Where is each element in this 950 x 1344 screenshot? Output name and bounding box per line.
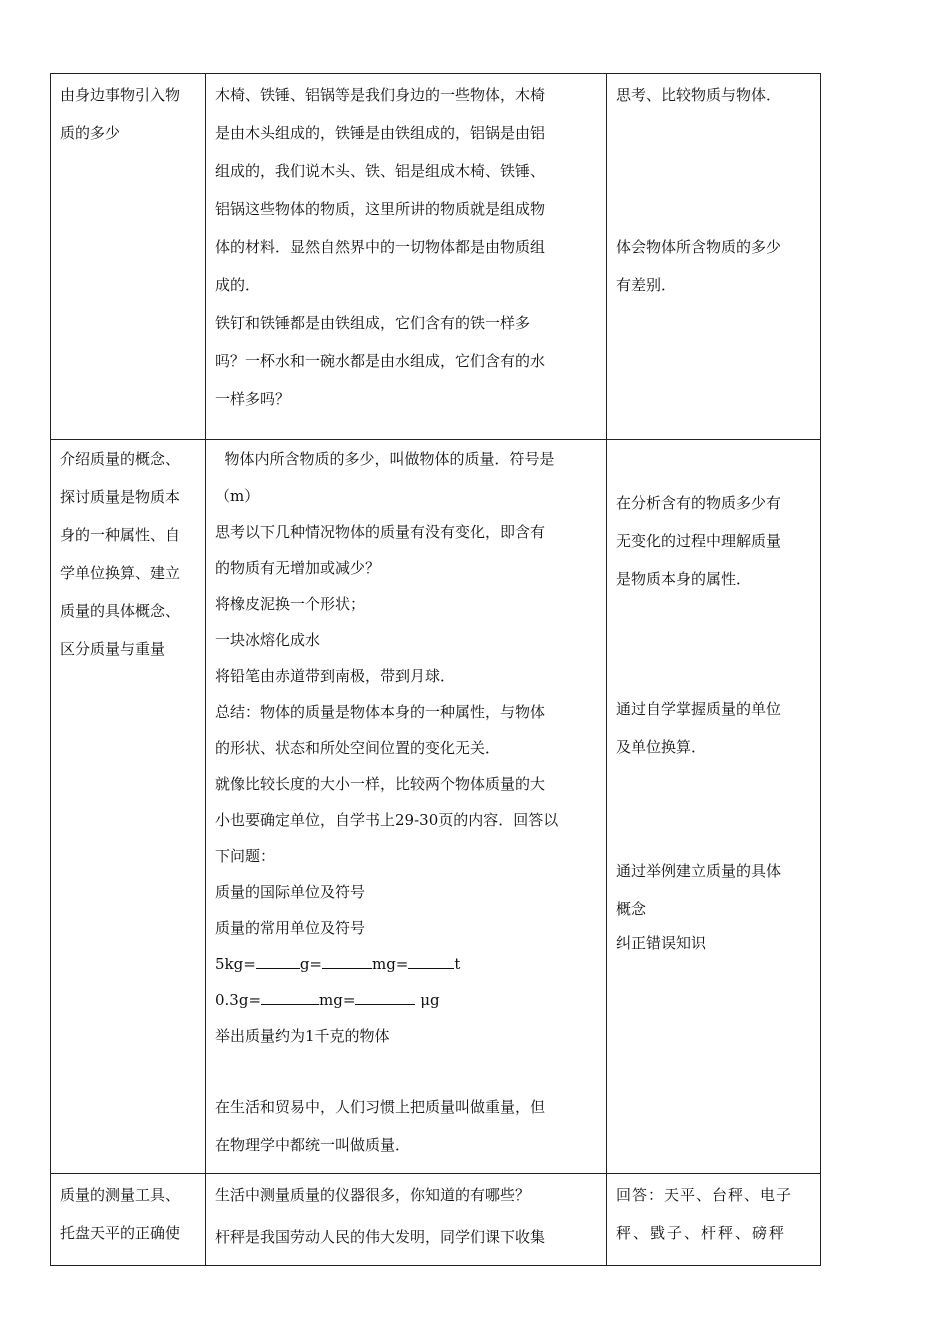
activity-line: 思考、比较物质与物体．: [616, 86, 782, 104]
topic-line: 身的一种属性、自: [60, 526, 181, 544]
activity-cell: [607, 1174, 821, 1266]
conversion-text: 0.3g=: [215, 991, 262, 1009]
conversion-text: g=: [299, 955, 322, 973]
answer-blank: [261, 990, 319, 1005]
activity-line: 回答：天平、台秤、电子: [616, 1186, 793, 1204]
content-cell: [206, 1174, 607, 1266]
answer-blank: [408, 954, 454, 969]
content-line: 思考以下几种情况物体的质量有没有变化，即含有: [215, 523, 546, 541]
topic-line: 质量的具体概念、: [60, 602, 181, 620]
conversion-line-2: [215, 982, 598, 1018]
conversion-text: mg=: [319, 991, 356, 1009]
content-line: 杆秤是我国劳动人民的伟大发明，同学们课下收集: [215, 1228, 546, 1246]
content-line: 在生活和贸易中，人们习惯上把质量叫做重量，但: [215, 1098, 546, 1116]
content-line: 铝锅这些物体的物质，这里所讲的物质就是组成物: [215, 200, 546, 218]
topic-line: 质的多少: [60, 124, 121, 142]
content-line: 将铅笔由赤道带到南极，带到月球．: [215, 667, 456, 685]
activity-line: 概念: [616, 900, 647, 918]
topic-line: 学单位换算、建立: [60, 564, 181, 582]
activity-line: 体会物体所含物质的多少: [616, 238, 782, 256]
content-line: 的形状、状态和所处空间位置的变化无关．: [215, 739, 501, 757]
table-row: [51, 1174, 821, 1266]
activity-line: 有差别．: [616, 276, 677, 294]
content-line: 是由木头组成的，铁锤是由铁组成的，铝锅是由铝: [215, 124, 546, 142]
content-line: 生活中测量质量的仪器很多，你知道的有哪些？: [215, 1186, 531, 1204]
lesson-table: [50, 73, 821, 1266]
conversion-text: mg=: [371, 955, 409, 973]
content-line: 成的．: [215, 276, 261, 294]
topic-cell: [51, 1174, 206, 1266]
conversion-text: 5kg=: [215, 955, 256, 973]
content-line: （m）: [215, 487, 260, 505]
topic-line: 托盘天平的正确使: [60, 1224, 181, 1242]
content-cell: [206, 440, 607, 1174]
content-line: 物体内所含物质的多少，叫做物体的质量．符号是: [215, 450, 555, 468]
activity-line: 通过自学掌握质量的单位: [616, 700, 782, 718]
table-row: [51, 74, 821, 440]
content-line: 铁钉和铁锤都是由铁组成，它们含有的铁一样多: [215, 314, 531, 332]
activity-line: 及单位换算．: [616, 738, 707, 756]
activity-cell: [607, 440, 821, 1174]
activity-line: 秤、戥子、杆秤、磅秤: [616, 1224, 787, 1242]
answer-blank: [322, 954, 372, 969]
content-line: 质量的国际单位及符号: [215, 883, 366, 901]
content-line: 木椅、铁锤、铝锅等是我们身边的一些物体，木椅: [215, 86, 546, 104]
content-line: 体的材料．显然自然界中的一切物体都是由物质组: [215, 238, 546, 256]
content-line: 下问题：: [215, 847, 276, 865]
activity-line: 在分析含有的物质多少有: [616, 494, 782, 512]
conversion-text: μg: [420, 991, 440, 1009]
content-line: 的物质有无增加或减少？: [215, 559, 381, 577]
topic-line: 介绍质量的概念、: [60, 450, 181, 468]
content-line: 将橡皮泥换一个形状；: [215, 595, 366, 613]
content-line: 小也要确定单位，自学书上29-30页的内容．回答以: [215, 811, 559, 829]
activity-line: 通过举例建立质量的具体: [616, 862, 782, 880]
activity-cell: [607, 74, 821, 440]
content-line: 吗？一杯水和一碗水都是由水组成，它们含有的水: [215, 352, 546, 370]
table-row: [51, 440, 821, 1174]
topic-line: 由身边事物引入物: [60, 86, 181, 104]
content-line: 就像比较长度的大小一样，比较两个物体质量的大: [215, 775, 546, 793]
topic-line: 质量的测量工具、: [60, 1186, 181, 1204]
activity-line: 无变化的过程中理解质量: [616, 532, 782, 550]
activity-line: 纠正错误知识: [616, 934, 707, 952]
answer-blank: [355, 990, 415, 1005]
topic-cell: [51, 440, 206, 1174]
content-line: 举出质量约为1千克的物体: [215, 1027, 390, 1045]
conversion-text: t: [454, 955, 461, 973]
content-line: 一样多吗？: [215, 390, 291, 408]
content-line: 一块冰熔化成水: [215, 631, 321, 649]
content-line: 总结：物体的质量是物体本身的一种属性，与物体: [215, 703, 546, 721]
answer-blank: [256, 954, 300, 969]
activity-line: 是物质本身的属性．: [616, 570, 752, 588]
topic-line: 区分质量与重量: [60, 640, 166, 658]
content-cell: [206, 74, 607, 440]
conversion-line-1: [215, 946, 598, 982]
topic-cell: [51, 74, 206, 440]
content-line: 在物理学中都统一叫做质量．: [215, 1136, 411, 1154]
topic-line: 探讨质量是物质本: [60, 488, 181, 506]
content-line: 组成的，我们说木头、铁、铝是组成木椅、铁锤、: [215, 162, 546, 180]
content-line: 质量的常用单位及符号: [215, 919, 366, 937]
